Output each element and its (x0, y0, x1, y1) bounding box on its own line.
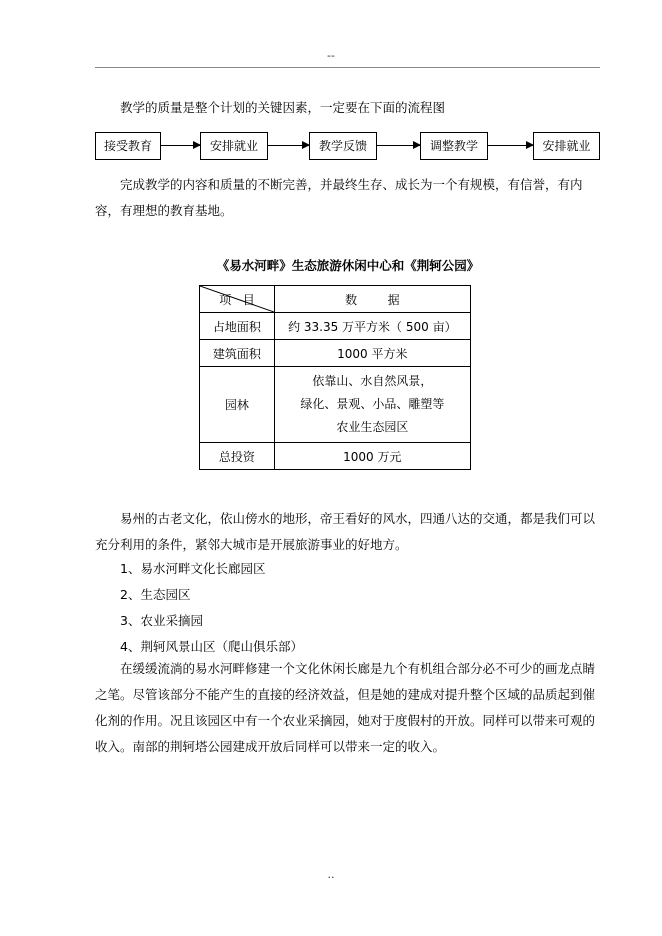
header-item-cell (200, 286, 275, 313)
flow-arrow-2 (267, 145, 309, 146)
header-rule (95, 67, 600, 68)
flow-step-5: 安排就业 (533, 132, 600, 160)
row-value-line: 依靠山、水自然风景， (312, 374, 433, 388)
flow-arrow-4 (487, 145, 533, 146)
row-value: 1000 万元 (274, 443, 470, 470)
list-item: 4、荆轲风景山区（爬山俱乐部） (120, 639, 303, 654)
flow-arrow-3 (376, 145, 420, 146)
row-value: 约 33.35 万平方米（ 500 亩） (274, 313, 470, 340)
row-label: 建筑面积 (200, 340, 275, 367)
summary-paragraph: 完成教学的内容和质量的不断完善，并最终生存、成长为一个有规模，有信誉，有内容，有理想的教育基地。 (95, 177, 583, 218)
list-item: 3、农业采摘园 (120, 613, 203, 628)
table-row (200, 340, 471, 367)
flow-step-1: 接受教育 (95, 132, 161, 160)
flow-step-3: 教学反馈 (309, 132, 377, 160)
row-value-line: 绿化、景观、小品、雕塑等 (300, 397, 445, 411)
header-data-label: 数 据 (274, 286, 470, 313)
list-item: 2、生态园区 (120, 587, 191, 602)
table-row (200, 443, 471, 470)
table-title: 《易水河畔》生态旅游休闲中心和《荆轲公园》 (216, 258, 480, 273)
flow-step-2: 安排就业 (200, 132, 268, 160)
footer-mark: .. (327, 868, 335, 881)
table-row (200, 367, 471, 443)
row-value-multiline (274, 367, 470, 443)
yizhou-paragraph: 易州的古老文化，依山傍水的地形，帝王看好的风水，四通八达的交通，都是我们可以充分利用的条件，紧邻大城市是开展旅游事业的好地方。 (95, 511, 596, 552)
row-value: 1000 平方米 (274, 340, 470, 367)
flow-arrow-1 (160, 145, 200, 146)
item-list (95, 556, 601, 660)
row-label: 总投资 (200, 443, 275, 470)
info-table (199, 285, 471, 470)
table-row (200, 313, 471, 340)
header-item-label: 项 目 (219, 293, 255, 307)
list-item: 1、易水河畔文化长廊园区 (120, 561, 266, 576)
header-mark: -- (327, 49, 335, 62)
row-value-line: 农业生态园区 (336, 420, 409, 434)
intro-paragraph: 教学的质量是整个计划的关键因素，一定要在下面的流程图 (120, 100, 446, 115)
row-label: 占地面积 (200, 313, 275, 340)
row-label: 园林 (200, 367, 275, 443)
table-header-row (200, 286, 471, 313)
final-paragraph: 在缓缓流淌的易水河畔修建一个文化休闲长廊是九个有机组合部分必不可少的画龙点睛之笔。尽管该部分不能产生的直接的经济效益，但是她的建成对提升整个区域的品质起到催化剂的作用。况且该园区中有一个农业采摘园，她对于度假村的开放。同样可以带来可观的收入。南部的荆轲塔公园建成开放后同样可以带来一定的收入。 (95, 661, 596, 754)
flowchart (95, 132, 600, 160)
flow-step-4: 调整教学 (420, 132, 488, 160)
